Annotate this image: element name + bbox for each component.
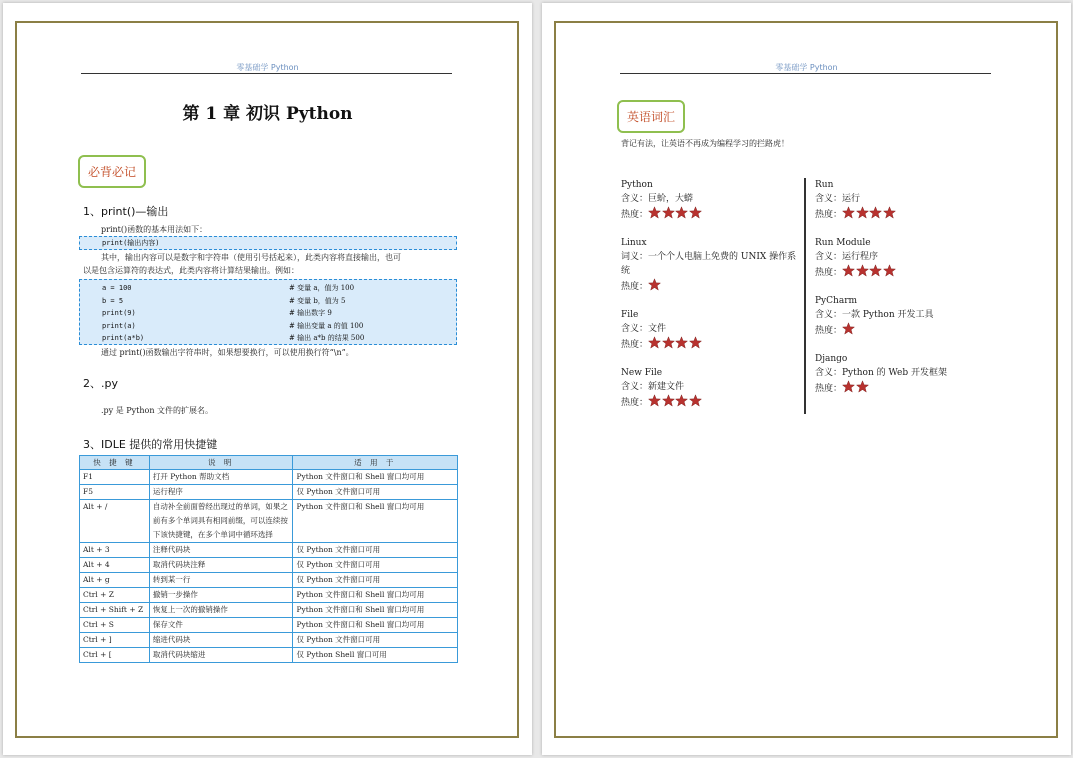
star-icon: [675, 394, 688, 407]
heat-label: 热度：: [621, 340, 649, 350]
heat-label: 热度：: [815, 210, 843, 220]
table-cell: Alt + 3: [80, 543, 150, 558]
section-badge: 英语词汇: [617, 100, 685, 133]
vocab-meaning: 含义：新建文件: [621, 382, 685, 392]
star-icon: [856, 264, 869, 277]
vocab-heat: [815, 264, 995, 280]
column-header: 说 明: [149, 456, 293, 470]
table-cell: 注释代码块: [149, 543, 293, 558]
vocab-word: Run Module: [815, 238, 871, 248]
table-row: [80, 573, 458, 588]
heat-label: 热度：: [815, 384, 843, 394]
vocab-item: [621, 366, 801, 410]
vocab-meaning: 词义：一个个人电脑上免费的 UNIX 操作系统: [621, 252, 797, 276]
star-icon: [648, 278, 661, 291]
star-icon: [883, 206, 896, 219]
vocab-heat: [621, 336, 801, 352]
code-line: [80, 320, 456, 333]
vocab-word: PyCharm: [815, 296, 858, 306]
table-cell: 自动补全前面曾经出现过的单词，如果之前有多个单词具有相同前缀，可以连续按下该快捷键，在多个单词中循环选择: [149, 500, 293, 543]
code-block: [79, 236, 457, 250]
vocab-item: [815, 352, 995, 396]
vocab-item: [815, 236, 995, 280]
table-cell: 仅 Python 文件窗口可用: [293, 573, 458, 588]
table-cell: F1: [80, 470, 150, 485]
vocab-word: Run: [815, 180, 834, 190]
header-rule: [620, 73, 991, 74]
table-cell: Ctrl + Shift + Z: [80, 603, 150, 618]
table-row: [80, 648, 458, 663]
star-icon: [883, 264, 896, 277]
star-icon: [856, 380, 869, 393]
section-heading-py: 2、.py: [83, 377, 118, 390]
table-cell: 缩进代码块: [149, 633, 293, 648]
table-row: [80, 603, 458, 618]
chapter-title: 第 1 章 初识 Python: [182, 104, 353, 124]
table-row: [80, 588, 458, 603]
vocab-item: [621, 178, 801, 222]
table-row: [80, 618, 458, 633]
table-cell: 仅 Python 文件窗口可用: [293, 485, 458, 500]
table-cell: 仅 Python 文件窗口可用: [293, 543, 458, 558]
vocab-word: Linux: [621, 238, 647, 248]
vocab-word: Django: [815, 354, 848, 364]
code-text: print(9): [102, 309, 136, 317]
table-cell: 仅 Python 文件窗口可用: [293, 633, 458, 648]
star-icon: [675, 206, 688, 219]
vocab-meaning: 含义：巨蚧，大蟒: [621, 194, 694, 204]
column-header: 快 捷 键: [80, 456, 150, 470]
star-icon: [689, 206, 702, 219]
vocab-column-left: [621, 178, 801, 424]
table-cell: 取消代码块缩进: [149, 648, 293, 663]
star-icon: [648, 394, 661, 407]
star-icon: [662, 206, 675, 219]
star-icon: [689, 336, 702, 349]
star-icon: [648, 336, 661, 349]
section-badge: 必背必记: [78, 155, 146, 188]
star-icon: [869, 264, 882, 277]
table-row: [80, 500, 458, 543]
code-text: b = 5: [102, 296, 124, 305]
table-cell: 运行程序: [149, 485, 293, 500]
table-cell: 打开 Python 帮助文档: [149, 470, 293, 485]
table-cell: Alt + g: [80, 573, 150, 588]
right-page: [542, 3, 1071, 755]
star-icon: [689, 394, 702, 407]
table-header-row: [80, 456, 458, 470]
vocab-column-right: [815, 178, 995, 410]
vocab-meaning: 含义：运行: [815, 194, 861, 204]
star-icon: [675, 336, 688, 349]
paragraph: .py 是 Python 文件的扩展名。: [101, 406, 214, 415]
code-block-example: [79, 279, 457, 345]
table-cell: Python 文件窗口和 Shell 窗口均可用: [293, 603, 458, 618]
left-page: [3, 3, 532, 755]
vocab-item: [621, 308, 801, 352]
vocab-meaning: 含义：Python 的 Web 开发框架: [815, 368, 947, 378]
table-cell: Ctrl + ]: [80, 633, 150, 648]
table-cell: Ctrl + Z: [80, 588, 150, 603]
table-cell: Python 文件窗口和 Shell 窗口均可用: [293, 588, 458, 603]
table-cell: Python 文件窗口和 Shell 窗口均可用: [293, 500, 458, 543]
vocab-heat: [815, 380, 995, 396]
heat-label: 热度：: [621, 282, 649, 292]
star-icon: [662, 336, 675, 349]
column-divider: [804, 178, 806, 414]
table-cell: Alt + 4: [80, 558, 150, 573]
section-heading-shortcuts: 3、IDLE 提供的常用快捷键: [83, 438, 218, 451]
table-cell: Python 文件窗口和 Shell 窗口均可用: [293, 618, 458, 633]
code-comment: # 输出 a*b 的结果 500: [289, 334, 365, 342]
star-icon: [842, 380, 855, 393]
star-icon: [662, 394, 675, 407]
table-cell: 撤销一步操作: [149, 588, 293, 603]
vocab-item: [621, 236, 801, 294]
vocab-item: [815, 294, 995, 338]
code-line: [80, 332, 456, 345]
paragraph: 其中，输出内容可以是数字和字符串（使用引号括起来），此类内容将直接输出，也可: [101, 253, 401, 262]
code-text: a = 100: [102, 284, 132, 292]
heat-label: 热度：: [621, 210, 649, 220]
code-line: [80, 295, 456, 308]
vocab-meaning: 含义：文件: [621, 324, 667, 334]
vocab-heat: [815, 322, 995, 338]
vocab-meaning: 含义：一款 Python 开发工具: [815, 310, 934, 320]
star-icon: [869, 206, 882, 219]
paragraph: 通过 print()函数输出字符串时，如果想要换行，可以使用换行符“\n”。: [101, 348, 354, 357]
heat-label: 热度：: [621, 398, 649, 408]
code-text: print(a*b): [102, 334, 145, 342]
code-line: [80, 307, 456, 320]
page-header: 零基础学 Python: [236, 63, 299, 72]
table-cell: 保存文件: [149, 618, 293, 633]
heat-label: 热度：: [815, 326, 843, 336]
vocab-heat: [621, 394, 801, 410]
star-icon: [648, 206, 661, 219]
paragraph: 以是包含运算符的表达式，此类内容将计算结果输出。例如：: [83, 266, 299, 275]
star-icon: [842, 322, 855, 335]
table-row: [80, 633, 458, 648]
page-header: 零基础学 Python: [775, 63, 838, 72]
table-cell: F5: [80, 485, 150, 500]
heat-label: 热度：: [815, 268, 843, 278]
vocab-word: New File: [621, 368, 663, 378]
vocab-word: Python: [621, 180, 653, 190]
vocab-word: File: [621, 310, 639, 320]
vocab-item: [815, 178, 995, 222]
vocab-heat: [815, 206, 995, 222]
table-cell: Ctrl + S: [80, 618, 150, 633]
star-icon: [842, 206, 855, 219]
table-row: [80, 470, 458, 485]
table-row: [80, 543, 458, 558]
table-cell: 转到某一行: [149, 573, 293, 588]
section-heading-print: 1、print()—输出: [83, 205, 169, 218]
code-line: [80, 282, 456, 295]
vocab-heat: [621, 206, 801, 222]
table-cell: 恢复上一次的撤销操作: [149, 603, 293, 618]
star-icon: [856, 206, 869, 219]
code-comment: # 变量 a，值为 100: [289, 284, 355, 292]
table-cell: Ctrl + [: [80, 648, 150, 663]
header-rule: [81, 73, 452, 74]
table-cell: 仅 Python Shell 窗口可用: [293, 648, 458, 663]
code-comment: # 输出变量 a 的值 100: [289, 321, 364, 330]
table-row: [80, 558, 458, 573]
code-comment: # 输出数字 9: [289, 309, 332, 317]
column-header: 适 用 于: [293, 456, 458, 470]
vocab-heat: [621, 278, 801, 294]
code-text: print(a): [102, 321, 136, 330]
table-row: [80, 485, 458, 500]
paragraph: print()函数的基本用法如下：: [101, 225, 208, 234]
vocab-meaning: 含义：运行程序: [815, 252, 879, 262]
table-cell: Python 文件窗口和 Shell 窗口均可用: [293, 470, 458, 485]
table-cell: 取消代码块注释: [149, 558, 293, 573]
table-cell: Alt + /: [80, 500, 150, 543]
table-cell: 仅 Python 文件窗口可用: [293, 558, 458, 573]
star-icon: [842, 264, 855, 277]
code-comment: # 变量 b，值为 5: [289, 296, 346, 305]
intro-text: 背记有法，让英语不再成为编程学习的拦路虎！: [621, 139, 789, 148]
code-line: print(输出内容): [102, 239, 160, 247]
shortcut-table: [79, 455, 458, 663]
